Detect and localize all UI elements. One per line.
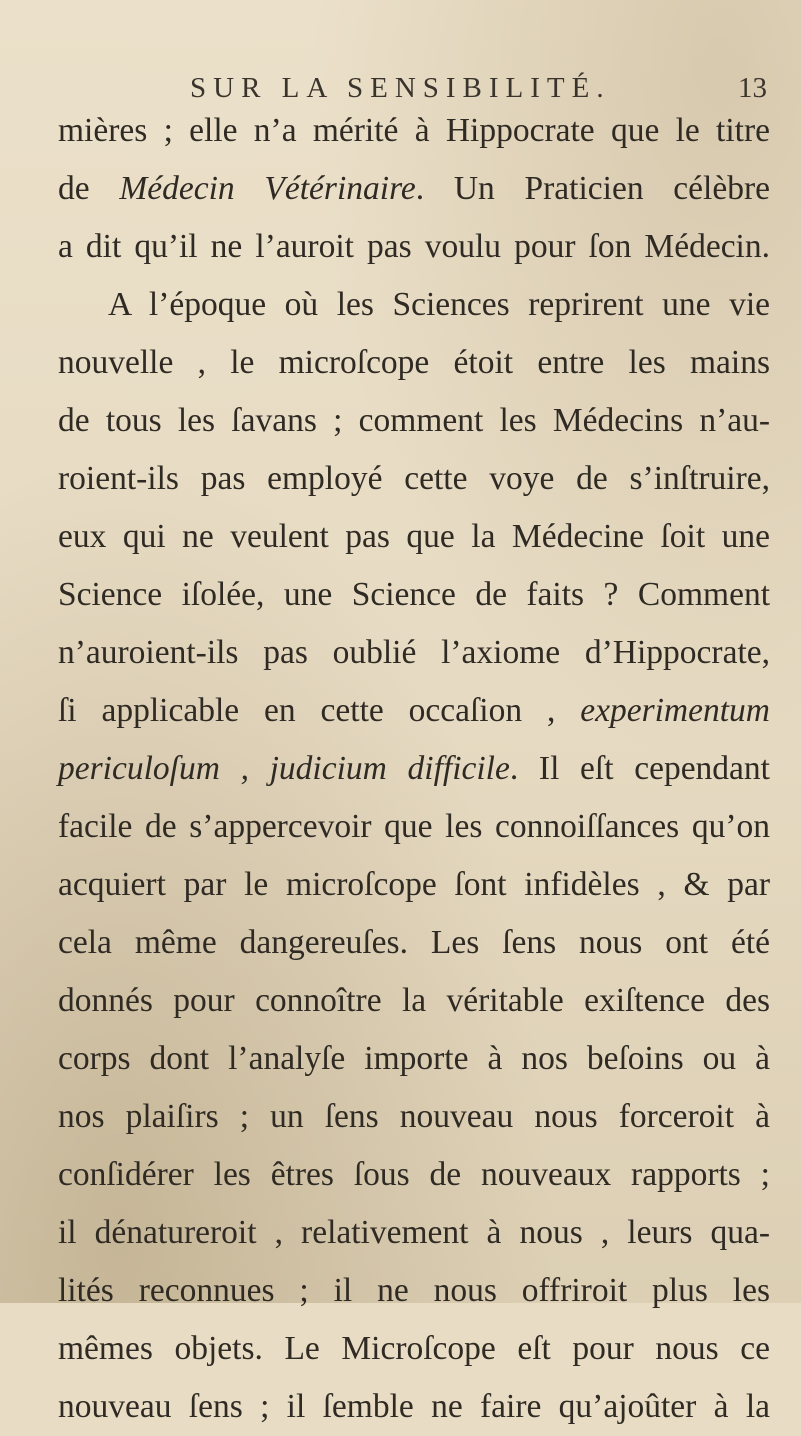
text-line: cela même dangereuſes. Les ſens nous ont été <box>58 924 770 961</box>
running-head: SUR LA SENSIBILITÉ. <box>190 72 611 104</box>
text-line: conſidérer les êtres ſous de nouveaux rapports ; <box>58 1156 770 1193</box>
text-line: corps dont l’analyſe importe à nos beſoins ou à <box>58 1040 770 1077</box>
text-line: roient-ils pas employé cette voye de s’inſtruire, <box>58 460 770 497</box>
text-line: lités reconnues ; il ne nous offriroit plus les <box>58 1272 770 1309</box>
text-line: Science iſolée, une Science de faits ? Comment <box>58 576 770 613</box>
text-line: eux qui ne veulent pas que la Médecine ſoit une <box>58 518 770 555</box>
text-line: facile de s’appercevoir que les connoiſſances qu’on <box>58 808 770 845</box>
page-number: 13 <box>738 72 767 104</box>
text-line: acquiert par le microſcope ſont infidèles , & par <box>58 866 770 903</box>
text-line: donnés pour connoître la véritable exiſtence des <box>58 982 770 1019</box>
text-line: nouvelle , le microſcope étoit entre les mains <box>58 344 770 381</box>
text-line: de tous les ſavans ; comment les Médecins n’au- <box>58 402 770 439</box>
text-line: a dit qu’il ne l’auroit pas voulu pour ſon Médecin. <box>58 228 770 265</box>
text-line: A l’époque où les Sciences reprirent une vie <box>108 286 770 323</box>
text-line: nos plaiſirs ; un ſens nouveau nous forceroit à <box>58 1098 770 1135</box>
text-line: ſi applicable en cette occaſion , experimentum <box>58 692 770 729</box>
text-line: il dénatureroit , relativement à nous , leurs qua- <box>58 1214 770 1251</box>
text-line: periculoſum , judicium difficile. Il eſt cependant <box>58 750 770 787</box>
text-line: nouveau ſens ; il ſemble ne faire qu’ajoûter à la <box>58 1388 770 1425</box>
text-line: mêmes objets. Le Microſcope eſt pour nous ce <box>58 1330 770 1367</box>
text-line: de Médecin Vétérinaire. Un Praticien célèbre <box>58 170 770 207</box>
text-line: mières ; elle n’a mérité à Hippocrate que le titre <box>58 112 770 149</box>
text-line: n’auroient-ils pas oublié l’axiome d’Hippocrate, <box>58 634 770 671</box>
